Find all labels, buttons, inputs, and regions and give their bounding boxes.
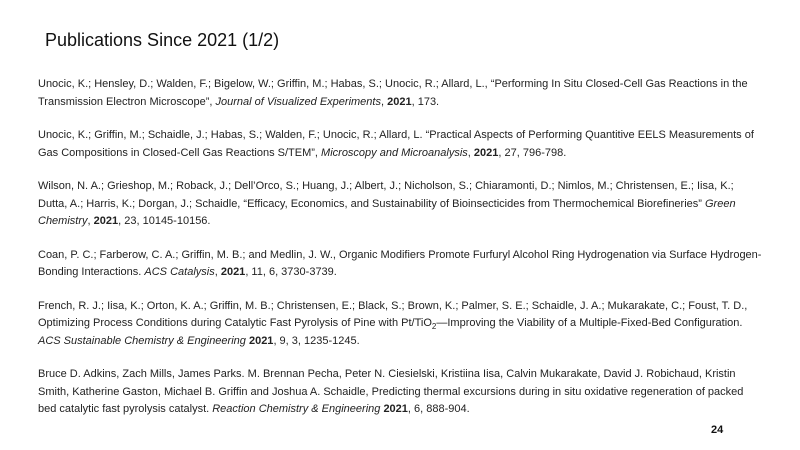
reference-item	[38, 178, 763, 231]
reference-authors-title: Unocic, K.; Hensley, D.; Walden, F.; Bigelow, W.; Griffin, M.; Habas, S.; Unocic, R.; Allard, L., “Performing In Situ Closed-Cell Gas Reactions in the Transmission Electron Microscope”,	[38, 78, 748, 108]
reference-separator: ,	[380, 95, 388, 108]
reference-authors-title: Wilson, N. A.; Grieshop, M.; Roback, J.; Dell’Orco, S.; Huang, J.; Albert, J.; Nicholson, S.; Chiaramonti, D.; Nimlos, M.; Christensen, E.; Iisa, K.; Dutta, A.; Harris, K.; Dorgan, J.; Schaidle, “Efficacy, Economics, and Sustainability of Bioinsecticides from Thermochemical Biorefineries”	[38, 180, 734, 210]
reference-item	[38, 247, 763, 282]
slide-title: Publications Since 2021 (1/2)	[45, 30, 280, 50]
reference-title-continued: —Improving the Viability of a Multiple-Fixed-Bed Configuration.	[436, 317, 743, 329]
reference-journal: Microscopy and Microanalysis	[321, 146, 468, 159]
reference-journal: Green Chemistry	[38, 197, 736, 227]
reference-item	[38, 76, 763, 111]
reference-journal: Journal of Visualized Experiments	[215, 95, 381, 108]
reference-item	[38, 127, 763, 162]
reference-details: , 6, 888-904.	[407, 403, 470, 415]
reference-year: 2021	[473, 146, 499, 159]
reference-separator: ,	[87, 215, 94, 227]
reference-journal: ACS Catalysis	[144, 266, 215, 278]
reference-details: , 23, 10145-10156.	[118, 215, 211, 227]
reference-details: , 11, 6, 3730-3739.	[245, 266, 337, 278]
page-number: 24	[711, 424, 724, 436]
reference-authors-title: Unocic, K.; Griffin, M.; Schaidle, J.; Habas, S.; Walden, F.; Unocic, R.; Allard, L. “Practical Aspects of Performing Quantitive EELS Measurements of Gas Compositions in Closed-Cell Gas Reactions S/TEM”,	[38, 129, 754, 159]
reference-year: 2021	[248, 334, 274, 347]
reference-journal: ACS Sustainable Chemistry & Engineering	[38, 334, 246, 347]
reference-separator: ,	[467, 146, 474, 159]
reference-authors-title: French, R. J.; Iisa, K.; Orton, K. A.; Griffin, M. B.; Christensen, E.; Black, S.; Brown, K.; Palmer, S. E.; Schaidle, J. A.; Mukarakate, C.; Foust, T. D., Optimizing Process Conditions during Catalytic Fast Pyrolysis of Pine with Pt/TiO	[38, 299, 748, 329]
reference-list	[38, 76, 763, 435]
reference-details: , 27, 796-798.	[498, 146, 567, 159]
reference-item	[38, 366, 763, 419]
reference-year: 2021	[383, 403, 408, 415]
reference-separator: ,	[214, 266, 221, 278]
reference-subscript: 2	[431, 322, 437, 332]
reference-authors-title: Coan, P. C.; Farberow, C. A.; Griffin, M. B.; and Medlin, J. W., Organic Modifiers Promote Furfuryl Alcohol Ring Hydrogenation via Surface Hydrogen-Bonding Interactions.	[38, 248, 762, 278]
reference-details: , 173.	[411, 95, 440, 108]
reference-journal: Reaction Chemistry & Engineering	[212, 403, 381, 415]
reference-details: , 9, 3, 1235-1245.	[273, 334, 360, 347]
reference-authors-title: Bruce D. Adkins, Zach Mills, James Parks. M. Brennan Pecha, Peter N. Ciesielski, Kristiina Iisa, Calvin Mukarakate, David J. Robichaud, Kristin Smith, Katherine Gaston, Michael B. Griffin and Joshua A. Schaidle, Predicting thermal excursions during in situ oxidative regeneration of packed bed catalytic fast pyrolysis catalyst.	[38, 368, 744, 415]
reference-year: 2021	[387, 95, 412, 108]
reference-year: 2021	[220, 266, 246, 278]
reference-year: 2021	[93, 215, 119, 227]
reference-item	[38, 298, 763, 351]
